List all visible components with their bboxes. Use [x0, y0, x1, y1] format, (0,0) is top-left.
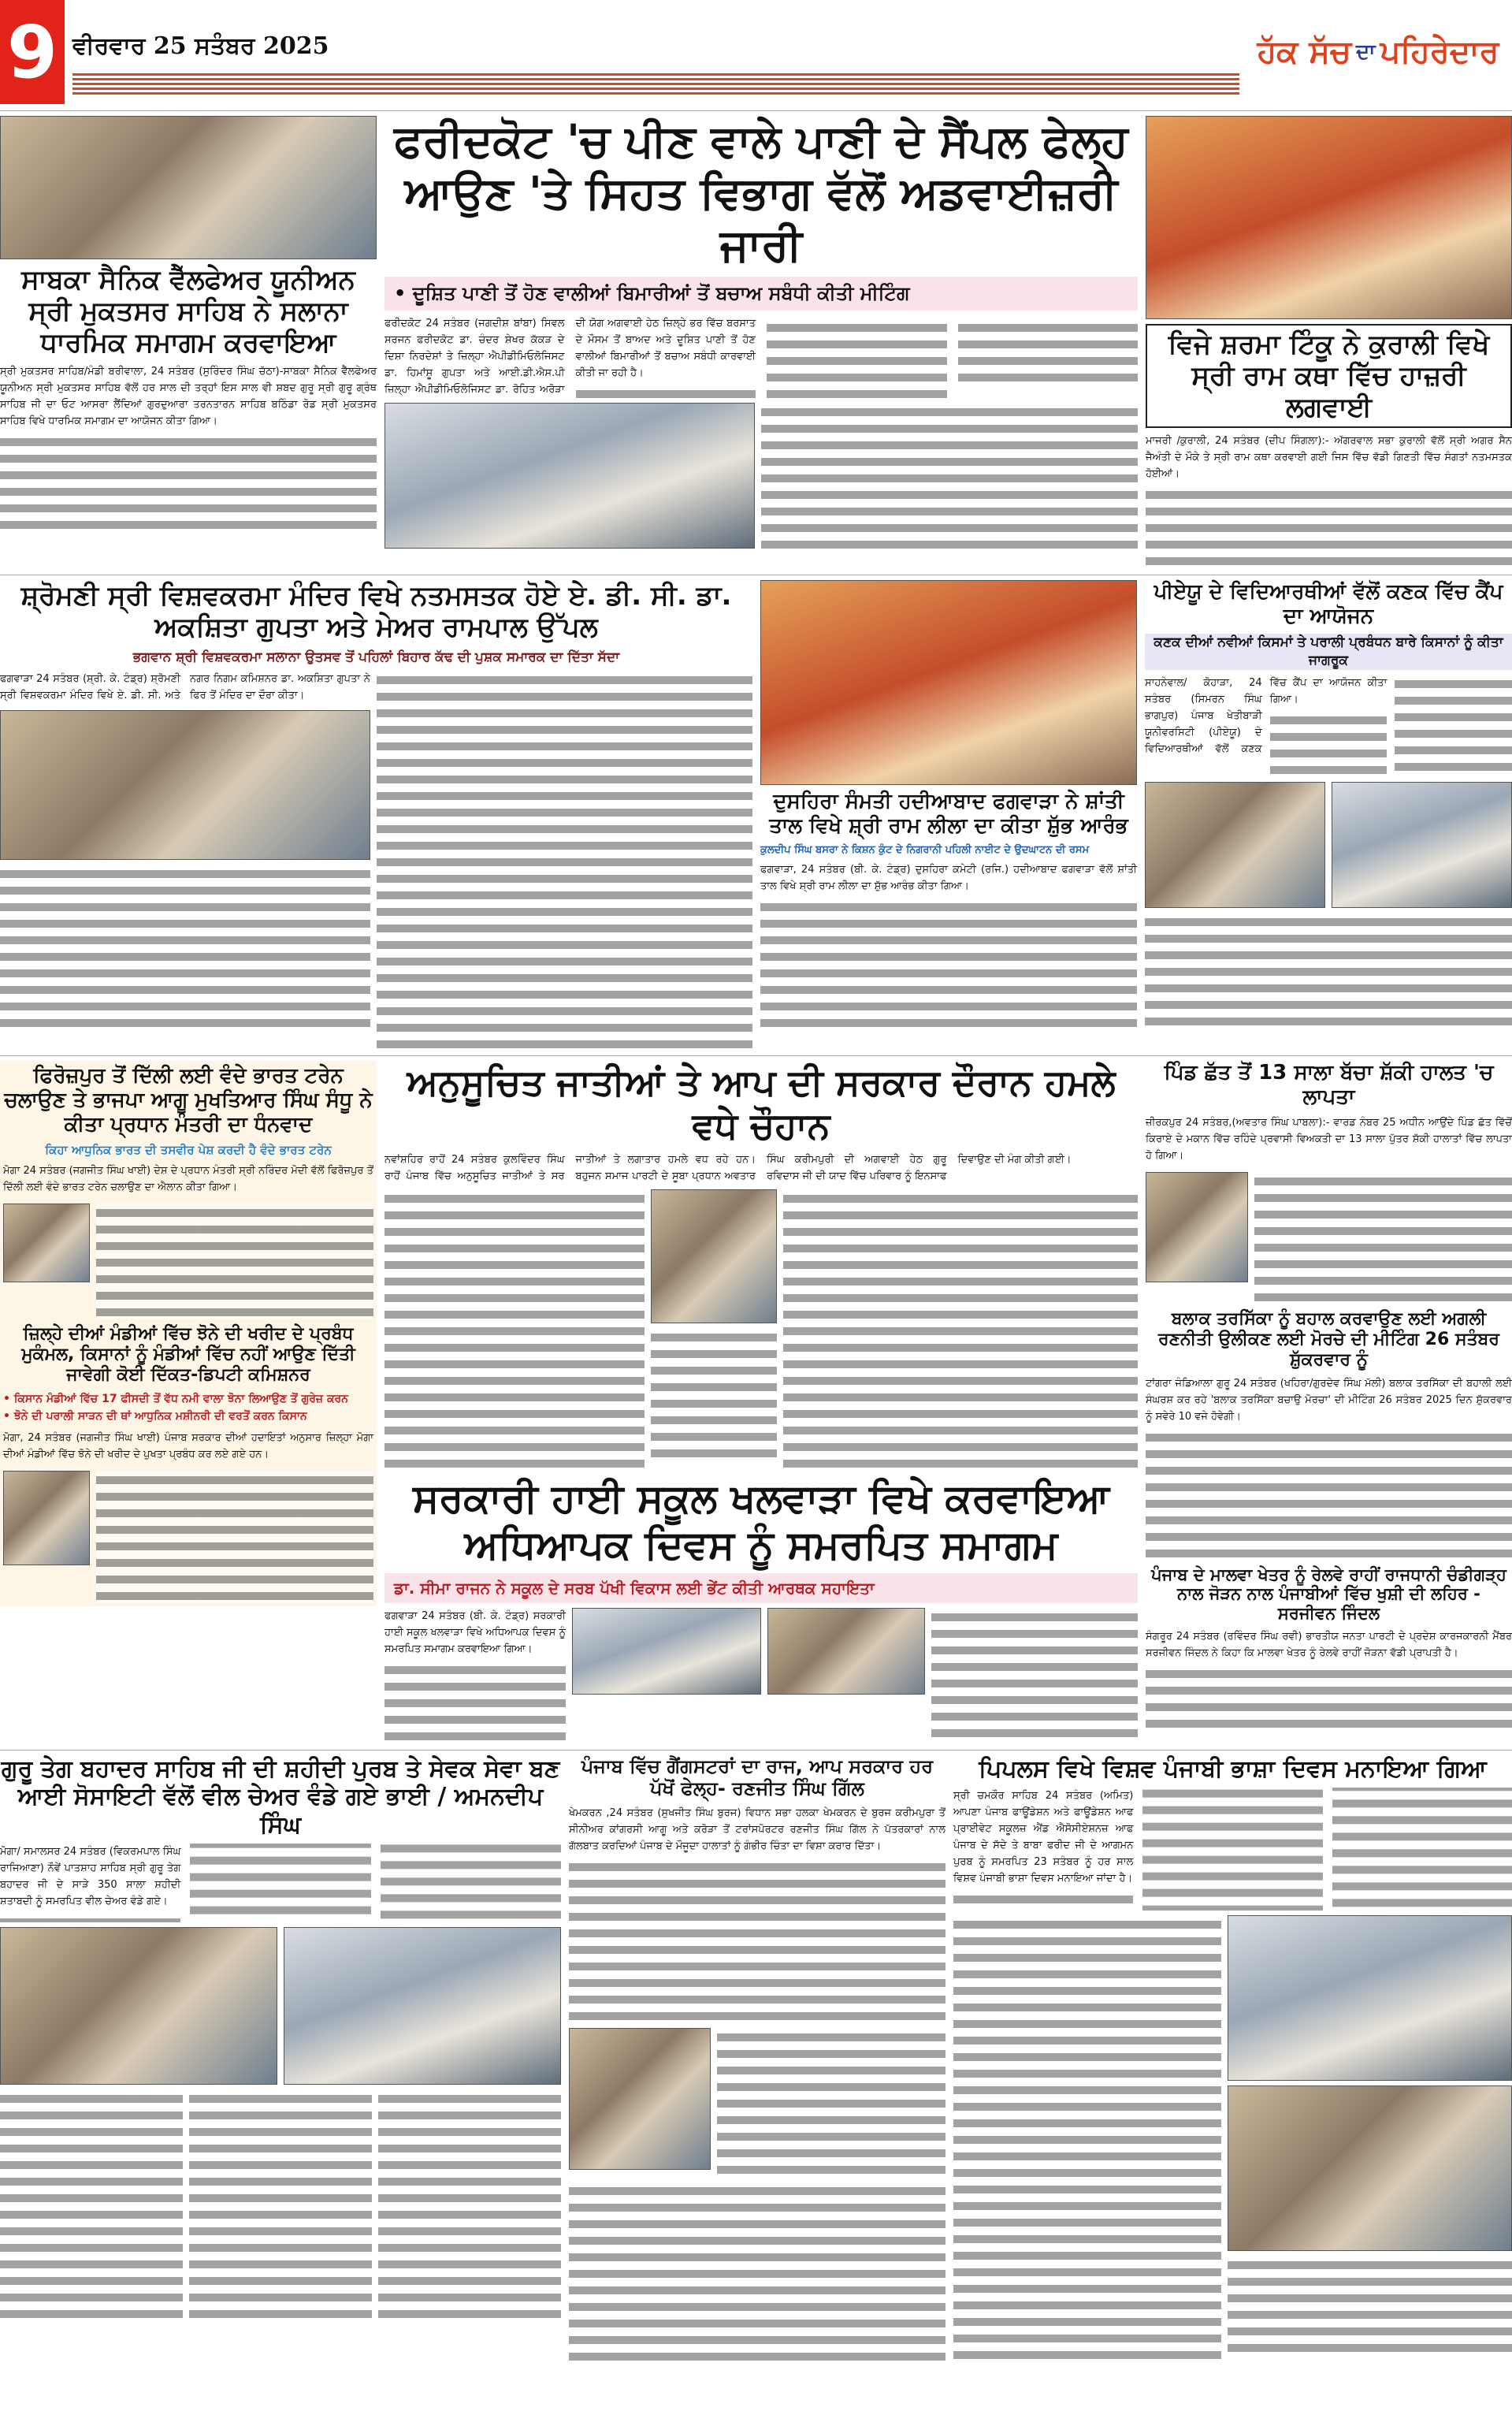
masthead: [0, 0, 1512, 104]
row-second: [0, 575, 1512, 1049]
article-text: ਸੰਗਰੂਰ 24 ਸਤੰਬਰ (ਰਵਿੰਦਰ ਸਿੰਘ ਰਵੀ) ਭਾਰਤੀਯ ਜਨਤਾ ਪਾਰਟੀ ਦੇ ਪ੍ਰਦੇਸ਼ ਕਾਰਜਕਾਰਨੀ ਮੈਂਬਰ ਸਰਜੀਵਨ ਜਿੰਦਲ ਨੇ ਕਿਹਾ ਕਿ ਮਾਲਵਾ ਖੇਤਰ ਨੂੰ ਰੇਲਵੇ ਰਾਹੀਂ ਜੋੜਨਾ ਵੱਡੀ ਪ੍ਰਾਪਤੀ ਹੈ।: [1146, 1630, 1512, 1659]
article-khalwara: [385, 1608, 566, 1743]
photo-ram-leela: [760, 580, 1137, 785]
article-dussehra: [760, 861, 1137, 1030]
text-lines: [953, 1915, 1221, 2362]
article-sainik: [0, 363, 377, 532]
article-text: ਮੋਗਾ/ ਸਮਾਲਸਰ 24 ਸਤੰਬਰ (ਵਿਕਰਮਪਾਲ ਸਿੰਘ ਰਾਜਿਆਣਾ) ਨੌਵੇਂ ਪਾਤਸ਼ਾਹ ਸਾਹਿਬ ਸ੍ਰੀ ਗੁਰੂ ਤੇਗ ਬਹਾਦਰ ਜੀ ਦੇ ਸਾੜੇ 350 ਸਾਲਾ ਸ਼ਹੀਦੀ ਸ਼ਤਾਬਦੀ ਨੂੰ ਸਮਰਪਿਤ ਵੀਲ ਚੇਅਰ ਵੰਡੇ ਗਏ।: [0, 1846, 181, 1908]
column-right: [1146, 116, 1512, 568]
text-lines: [1146, 486, 1512, 568]
sidebar-panel: [0, 1061, 377, 1605]
text-lines: [385, 1189, 645, 1471]
article-chhat: [1146, 1114, 1512, 1167]
vishwakarma-body: [0, 671, 752, 1049]
text-lines: [761, 403, 1138, 549]
text-lines: [1146, 1665, 1512, 1731]
photo-punjabi-day-1: [1228, 1915, 1512, 2081]
headline-chauhan: ਅਨੁਸੂਚਿਤ ਜਾਤੀਆਂ ਤੇ ਆਪ ਦੀ ਸਰਕਾਰ ਦੌਰਾਨ ਹਮਲੇ ਵਧੇ ਚੌਹਾਨ: [407, 1061, 1116, 1147]
article-text: ਫਰੀਦਕੋਟ 24 ਸਤੰਬਰ (ਜਗਦੀਸ਼ ਬਾਂਬਾ) ਸਿਵਲ ਸਰਜਨ ਫਰੀਦਕੋਟ ਡਾ. ਚੰਦਰ ਸ਼ੇਖਰ ਕੱਕੜ ਦੇ ਦਿਸ਼ਾ ਨਿਰਦੇਸ਼ਾਂ ਤੇ ਜ਼ਿਲ੍ਹਾ ਐਪੀਡੀਮਿਓਲੋਜਿਸਟ ਡਾ. ਹਿਮਾਂਸ਼ੂ ਗੁਪਤਾ ਅਤੇ ਆਈ.ਡੀ.ਐਸ.ਪੀ ਜ਼ਿਲ੍ਹਾ ਐਪੀਡੀਮਿਓਲੋਜਿਸਟ ਡਾ. ਰੋਹਿਤ ਅਰੋੜਾ ਦੀ ਯੋਗ ਅਗਵਾਈ ਹੇਠ ਜ਼ਿਲ੍ਹੇ ਭਰ ਵਿੱਚ ਬਰਸਾਤ ਦੇ ਮੌਸਮ ਤੋਂ ਬਾਅਦ ਅਤੇ ਦੂਸ਼ਿਤ ਪਾਣੀ ਤੋਂ ਹੋਣ ਵਾਲੀਆਂ ਬਿਮਾਰੀਆਂ ਤੋਂ ਬਚਾਅ ਸਬੰਧੀ ਕਾਰਵਾਈ ਕੀਤੀ ਜਾ ਰਹੀ ਹੈ।: [385, 318, 756, 396]
article-tarsikka: [1146, 1375, 1512, 1561]
article-water: [385, 315, 1138, 398]
khalwara-body: [385, 1608, 1138, 1743]
photo-ram-katha: [1146, 116, 1512, 319]
row-top: [0, 110, 1512, 568]
text-lines: [96, 1471, 373, 1603]
article-text: ਖੇਮਕਰਨ ,24 ਸਤੰਬਰ (ਸੁਖਜੀਤ ਸਿੰਘ ਬੁਰਜ) ਵਿਧਾਨ ਸਭਾ ਹਲਕਾ ਖੇਮਕਰਨ ਦੇ ਬੁਰਜ ਕਰੀਮਪੁਰਾ ਤੋਂ ਸੀਨੀਅਰ ਕਾਂਗਰਸੀ ਆਗੂ ਅਤੇ ਕਰੋੜਾ ਤੋਂ ਟਰਾਂਸਪੋਰਟਰ ਰਣਜੀਤ ਸਿੰਘ ਗਿੱਲ ਨੇ ਪੱਤਰਕਾਰਾਂ ਨਾਲ ਗੱਲਬਾਤ ਕਰਦਿਆਂ ਪੰਜਾਬ ਦੇ ਮੌਜੂਦਾ ਹਾਲਾਤਾਂ ਨੂੰ ਗੰਭੀਰ ਚਿੰਤਾ ਦਾ ਵਿਸ਼ਾ ਕਰਾਰ ਦਿੱਤਾ।: [569, 1806, 945, 1852]
text-lines: [377, 671, 752, 1049]
headline-tarsikka: ਬਲਾਕ ਤਰਸਿੱਕਾ ਨੂੰ ਬਹਾਲ ਕਰਵਾਉਣ ਲਈ ਅਗਲੀ ਰਣਨੀਤੀ ਉਲੀਕਣ ਲਈ ਮੋਰਚੇ ਦੀ ਮੀਟਿੰਗ 26 ਸਤੰਬਰ ਸ਼ੁੱਕਰਵਾਰ ਨੂੰ: [1157, 1308, 1500, 1370]
article-text: ਸਾਹਨੇਵਾਲ/ ਕੋਹਾੜਾ, 24 ਸਤੰਬਰ (ਸਿਮਰਨ ਸਿੰਘ ਭਾਗਪੁਰ) ਪੰਜਾਬ ਖੇਤੀਬਾੜੀ ਯੂਨੀਵਰਸਿਟੀ (ਪੀਏਯੂ) ਦੇ ਵਿਦਿਆਰਥੀਆਂ ਵੱਲੋਂ ਕਣਕ ਵਿੱਚ ਕੈਂਪ ਦਾ ਆਯੋਜਨ ਕੀਤਾ ਗਿਆ।: [1145, 676, 1388, 755]
gill-photo-row: [569, 2028, 945, 2177]
dek-khalwara: ਡਾ. ਸੀਮਾ ਰਾਜਨ ਨੇ ਸਕੂਲ ਦੇ ਸਰਬ ਪੱਖੀ ਵਿਕਾਸ ਲਈ ਭੇਂਟ ਕੀਤੀ ਆਰਥਕ ਸਹਾਇਤਾ: [385, 1573, 1138, 1603]
text-lines: [1146, 1428, 1512, 1561]
text-lines: [717, 2028, 945, 2177]
row-bottom: [0, 1750, 1512, 2364]
article-text: ਨਵਾਂਸ਼ਹਿਰ ਰਾਹੋਂ 24 ਸਤੰਬਰ ਕੁਲਵਿੰਦਰ ਸਿੰਘ ਰਾਹੋਂ ਪੰਜਾਬ ਵਿੱਚ ਅਨੁਸੂਚਿਤ ਜਾਤੀਆਂ ਤੇ ਸਰ ਜਾਤੀਆਂ ਤੇ ਲਗਾਤਾਰ ਹਮਲੇ ਵਧ ਰਹੇ ਹਨ। ਬਹੁਜਨ ਸਮਾਜ ਪਾਰਟੀ ਦੇ ਸੂਬਾ ਪ੍ਰਧਾਨ ਅਵਤਾਰ ਸਿੰਘ ਕਰੀਮਪੁਰੀ ਦੀ ਅਗਵਾਈ ਹੇਠ ਗੁਰੂ ਰਵਿਦਾਸ ਜੀ ਦੀ ਯਾਦ ਵਿੱਚ ਪਰਿਵਾਰ ਨੂੰ ਇਨਸਾਫ ਦਿਵਾਉਣ ਦੀ ਮੰਗ ਕੀਤੀ ਗਈ।: [385, 1154, 1072, 1183]
photo-teachers-day: [572, 1608, 761, 1695]
article-text: ਫਗਵਾੜਾ, 24 ਸਤੰਬਰ (ਬੀ. ਕੇ. ਟੰਡ੍ਰ) ਦੁਸਹਿਰਾ ਕਮੇਟੀ (ਰਜਿ.) ਹਦੀਆਬਾਦ ਫਗਵਾੜਾ ਵੱਲੋਂ ਸ਼ਾਂਤੀ ਤਾਲ ਵਿਖੇ ਸ਼੍ਰੀ ਰਾਮ ਲੀਲਾ ਦਾ ਸ਼ੁੱਭ ਆਰੰਭ ਕੀਤਾ ਗਿਆ।: [760, 864, 1137, 893]
headline-pipals: ਪਿਪਲਸ ਵਿਖੇ ਵਿਸ਼ਵ ਪੰਜਾਬੀ ਭਾਸ਼ਾ ਦਿਵਸ ਮਨਾਇਆ ਗਿਆ: [979, 1755, 1487, 1784]
article-mandi: [3, 1430, 373, 1466]
header-rule: [72, 71, 1239, 96]
text-lines: [189, 2089, 372, 2321]
row-third: [0, 1055, 1512, 1743]
photo-wheelchair-distribution-2: [284, 1927, 561, 2085]
page-number: 9: [0, 0, 65, 104]
article-text: ਮਾਜਰੀ /ਕੁਰਾਲੀ, 24 ਸਤੰਬਰ (ਦੀਪ ਸਿੰਗਲਾ):- ਅੱਗਰਵਾਲ ਸਭਾ ਕੁਰਾਲੀ ਵੱਲੋਂ ਸ੍ਰੀ ਅਗਰ ਸੈਨ ਜੈਅੰਤੀ ਦੇ ਮੌਕੇ ਤੇ ਸ੍ਰੀ ਰਾਮ ਕਥਾ ਕਰਵਾਈ ਗਈ ਜਿਸ ਵਿੱਚ ਵੱਡੀ ਗਿਣਤੀ ਵਿੱਚ ਸੰਗਤਾਂ ਨਤਮਸਤਕ ਹੋਈਆਂ।: [1146, 435, 1512, 481]
photo-chauhan: [651, 1189, 777, 1323]
dek-water: • ਦੂਸ਼ਿਤ ਪਾਣੀ ਤੋਂ ਹੋਣ ਵਾਲੀਆਂ ਬਿਮਾਰੀਆਂ ਤੋਂ ਬਚਾਅ ਸਬੰਧੀ ਕੀਤੀ ਮੀਟਿੰਗ: [385, 277, 1138, 311]
headline-wheelchair: ਗੁਰੂ ਤੇਗ ਬਹਾਦਰ ਸਾਹਿਬ ਜੀ ਦੀ ਸ਼ਹੀਦੀ ਪੁਰਬ ਤੇ ਸੇਵਕ ਸੇਵਾ ਬਣ ਆਈ ਸੋਸਾਇਟੀ ਵੱਲੋਂ ਵੀਲ ਚੇਅਰ ਵੰਡੇ ਗਏ ਭਾਈ / ਅਮਨਦੀਪ ਸਿੰਘ: [1, 1755, 560, 1839]
text-lines: [385, 1661, 566, 1743]
text-lines: [1145, 913, 1512, 1029]
headline-dussehra: ਦੁਸਹਿਰਾ ਸੰਮਤੀ ਹਦੀਆਬਾਦ ਫਗਵਾੜਾ ਨੇ ਸ਼ਾਂਤੀ ਤਾਲ ਵਿਖੇ ਸ਼੍ਰੀ ਰਾਮ ਲੀਲਾ ਦਾ ਕੀਤਾ ਸ਼ੁੱਭ ਆਰੰਭ: [769, 790, 1128, 838]
chhat-photo-row: [1146, 1172, 1512, 1304]
text-lines: [569, 1858, 945, 2023]
pipals-cont: [953, 1915, 1512, 2362]
bullet-point: • ਝੋਨੇ ਦੀ ਪਰਾਲੀ ਸਾੜਨ ਦੀ ਥਾਂ ਆਧੁਨਿਕ ਮਸ਼ੀਨਰੀ ਦੀ ਵਰਤੋਂ ਕਰਨ ਕਿਸਾਨ: [3, 1409, 307, 1423]
text-lines: [651, 1328, 777, 1460]
article-chauhan: [385, 1152, 1138, 1185]
column-center-2: [385, 1061, 1138, 1743]
logo-flag-text: ਦਾ: [1355, 39, 1376, 64]
text-lines: [0, 2089, 183, 2321]
logo-text-2: ਪਹਿਰੇਦਾਰ: [1380, 34, 1499, 70]
column-left: [0, 116, 377, 532]
article-text: ਸ੍ਰੀ ਚਮਕੌਰ ਸਾਹਿਬ 24 ਸਤੰਬਰ (ਅਮਿਤ) ਆਪਣਾ ਪੰਜਾਬ ਫਾਊਂਡੇਸ਼ਨ ਅਤੇ ਫਾਊਂਡੇਸ਼ਨ ਆਫ ਪ੍ਰਾਈਵੇਟ ਸਕੂਲਜ਼ ਐਂਡ ਐਸੋਸੀਏਸ਼ਨਜ਼ ਆਫ ਪੰਜਾਬ ਦੇ ਸੱਦੇ ਤੇ ਬਾਬਾ ਫਰੀਦ ਜੀ ਦੇ ਆਗਮਨ ਪੁਰਬ ਨੂੰ ਸਮਰਪਿਤ 23 ਸਤੰਬਰ ਨੂੰ ਹਰ ਸਾਲ ਵਿਸ਼ਵ ਪੰਜਾਬੀ ਭਾਸ਼ਾ ਦਿਵਸ ਮਨਾਇਆ ਜਾਂਦਾ ਹੈ।: [953, 1790, 1134, 1885]
text-lines: [1228, 2256, 1512, 2355]
wheelchair-photos: [0, 1927, 561, 2085]
pipals-photo-col: [1228, 1915, 1512, 2355]
issue-date: ਵੀਰਵਾਰ 25 ਸਤੰਬਰ 2025: [72, 32, 329, 60]
headline-khalwara: ਸਰਕਾਰੀ ਹਾਈ ਸਕੂਲ ਖਲਵਾੜਾ ਵਿਖੇ ਕਰਵਾਇਆ ਅਧਿਆਪਕ ਦਿਵਸ ਨੂੰ ਸਮਰਪਿਤ ਸਮਾਗਮ: [412, 1475, 1110, 1568]
article-text: ਜ਼ੀਰਕਪੁਰ 24 ਸਤੰਬਰ,(ਅਵਤਾਰ ਸਿੰਘ ਪਾਬਲਾ):- ਵਾਰਡ ਨੰਬਰ 25 ਅਧੀਨ ਆਉਂਦੇ ਪਿੰਡ ਛੱਤ ਵਿੱਚੋਂ ਕਿਰਾਏ ਦੇ ਮਕਾਨ ਵਿੱਚ ਰਹਿੰਦੇ ਪ੍ਰਵਾਸੀ ਵਿਅਕਤੀ ਦਾ 13 ਸਾਲਾ ਪੁੱਤਰ ਸ਼ੱਕੀ ਹਾਲਾਤਾਂ ਵਿੱਚ ਲਾਪਤਾ ਹੋ ਗਿਆ।: [1146, 1116, 1512, 1162]
photo-mukhtiar-sandhu: [3, 1204, 90, 1282]
photo-missing-boy: [1146, 1172, 1248, 1282]
article-pipals: [953, 1788, 1512, 1910]
subhead-vishwakarma: ਭਗਵਾਨ ਸ਼੍ਰੀ ਵਿਸ਼ਵਕਰਮਾ ਸਲਾਨਾ ਉਤਸਵ ਤੋਂ ਪਹਿਲਾਂ ਬਿਹਾਰ ਕੱਢ ਦੀ ਪੁਸ਼ਕ ਸਮਾਰਕ ਦਾ ਦਿੱਤਾ ਸੱਦਾ: [132, 649, 620, 665]
headline-pau: ਪੀਏਯੂ ਦੇ ਵਿਦਿਆਰਥੀਆਂ ਵੱਲੋਂ ਕਣਕ ਵਿੱਚ ਕੈਂਪ ਦਾ ਆਯੋਜਨ: [1154, 580, 1503, 628]
headline-tinku: ਵਿਜੇ ਸ਼ਰਮਾ ਟਿੰਕੂ ਨੇ ਕੁਰਾਲੀ ਵਿਖੇ ਸ੍ਰੀ ਰਾਮ ਕਥਾ ਵਿੱਚ ਹਾਜ਼ਰੀ ਲਗਵਾਈ: [1146, 324, 1512, 428]
photo-temple-visit: [0, 710, 370, 860]
article-text: ਫਗਵਾੜਾ 24 ਸਤੰਬਰ (ਬੀ. ਕੇ. ਟੰਡ੍ਰ) ਸਰਕਾਰੀ ਹਾਈ ਸਕੂਲ ਖਲਵਾੜਾ ਵਿਖੇ ਅਧਿਆਪਕ ਦਿਵਸ ਨੂੰ ਸਮਰਪਿਤ ਸਮਾਗਮ ਕਰਵਾਇਆ ਗਿਆ।: [385, 1610, 566, 1656]
column-pau: [1145, 580, 1512, 1028]
photo-deputy-commissioner: [3, 1471, 90, 1565]
photo-pau-camp-2: [1332, 782, 1512, 908]
headline-gill: ਪੰਜਾਬ ਵਿੱਚ ਗੈਂਗਸਟਰਾਂ ਦਾ ਰਾਜ, ਆਪ ਸਰਕਾਰ ਹਰ ਪੱਖੋਂ ਫੇਲ੍ਹ- ਰਣਜੀਤ ਸਿੰਘ ਗਿੱਲ: [581, 1755, 934, 1800]
photo-health-officials: [385, 403, 755, 549]
subhead-vande-bharat: ਕਿਹਾ ਆਧੁਨਿਕ ਭਾਰਤ ਦੀ ਤਸਵੀਰ ਪੇਸ਼ ਕਰਦੀ ਹੈ ਵੰਦੇ ਭਾਰਤ ਟਰੇਨ: [45, 1142, 332, 1157]
column-center: [385, 116, 1138, 549]
article-text: ਸ੍ਰੀ ਮੁਕਤਸਰ ਸਾਹਿਬ/ਮੰਡੀ ਬਰੀਵਾਲਾ, 24 ਸਤੰਬਰ (ਸੁਰਿੰਦਰ ਸਿੰਘ ਚੱਠਾ)-ਸਾਬਕਾ ਸੈਨਿਕ ਵੈੱਲਫੇਅਰ ਯੂਨੀਅਨ ਸ੍ਰੀ ਮੁਕਤਸਰ ਸਾਹਿਬ ਵੱਲੋਂ ਹਰ ਸਾਲ ਦੀ ਤਰ੍ਹਾਂ ਇਸ ਸਾਲ ਵੀ ਸ਼ਬਦ ਗੁਰੂ ਸ੍ਰੀ ਗੁਰੂ ਗ੍ਰੰਥ ਸਾਹਿਬ ਜੀ ਦਾ ਓਟ ਆਸਰਾ ਲੈਂਦਿਆਂ ਗੁਰਦੁਆਰਾ ਤਰਨਤਾਰਨ ਸਾਹਿਬ ਬਠਿੰਡਾ ਰੋਡ ਸ੍ਰੀ ਮੁਕਤਸਰ ਸਾਹਿਬ ਵਿਖੇ ਧਾਰਮਿਕ ਸਮਾਗਮ ਦਾ ਆਯੋਜਨ ਕੀਤਾ ਗਿਆ।: [0, 366, 377, 428]
text-lines: [0, 433, 377, 532]
text-lines: [760, 898, 1137, 1030]
headline-vande-bharat: ਫਿਰੋਜ਼ਪੁਰ ਤੋਂ ਦਿੱਲੀ ਲਈ ਵੰਦੇ ਭਾਰਤ ਟਰੇਨ ਚਲਾਉਣ ਤੇ ਭਾਜਪਾ ਆਗੂ ਮੁਖਤਿਆਰ ਸਿੰਘ ਸੰਧੂ ਨੇ ਕੀਤਾ ਪ੍ਰਧਾਨ ਮੰਤਰੀ ਦਾ ਧੰਨਵਾਦ: [4, 1064, 373, 1137]
text-lines: [569, 2182, 945, 2364]
text-lines: [96, 1204, 373, 1319]
headline-malwa: ਪੰਜਾਬ ਦੇ ਮਾਲਵਾ ਖੇਤਰ ਨੂੰ ਰੇਲਵੇ ਰਾਹੀਂ ਰਾਜਧਾਨੀ ਚੰਡੀਗੜ੍ਹ ਨਾਲ ਜੋੜਨ ਨਾਲ ਪੰਜਾਬੀਆਂ ਵਿੱਚ ਖੁਸ਼ੀ ਦੀ ਲਹਿਰ - ਸਰਜੀਵਨ ਜਿੰਦਲ: [1151, 1565, 1506, 1624]
text-lines: [1254, 1172, 1512, 1304]
photo-pau-camp-1: [1145, 782, 1325, 908]
article-pau: [1145, 675, 1512, 777]
column-gill: [569, 1755, 945, 2364]
text-lines: [0, 865, 370, 1030]
text-lines: [931, 1608, 1138, 1740]
photo-punjabi-day-2: [1228, 2085, 1512, 2251]
chauhan-body: [385, 1189, 1138, 1471]
chauhan-photo-col: [651, 1189, 777, 1460]
headline-water-samples: ਫਰੀਦਕੋਟ 'ਚ ਪੀਣ ਵਾਲੇ ਪਾਣੀ ਦੇ ਸੈਂਪਲ ਫੇਲ੍ਹ ਆਉਣ 'ਤੇ ਸਿਹਤ ਵਿਭਾਗ ਵੱਲੋਂ ਅਡਵਾਈਜ਼ਰੀ ਜਾਰੀ: [394, 116, 1128, 272]
article-text: ਮੋਗਾ, 24 ਸਤੰਬਰ (ਜਗਜੀਤ ਸਿੰਘ ਖਾਈ) ਪੰਜਾਬ ਸਰਕਾਰ ਦੀਆਂ ਹਦਾਇਤਾਂ ਅਨੁਸਾਰ ਜ਼ਿਲ੍ਹਾ ਮੋਗਾ ਦੀਆਂ ਮੰਡੀਆਂ ਵਿੱਚ ਝੋਨੇ ਦੀ ਖਰੀਦ ਦੇ ਪੁਖਤਾ ਪ੍ਰਬੰਧ ਕਰ ਲਏ ਗਏ ਹਨ।: [3, 1431, 373, 1460]
column-pipals: [953, 1755, 1512, 2362]
headline-mandi: ਜ਼ਿਲ੍ਹੇ ਦੀਆਂ ਮੰਡੀਆਂ ਵਿੱਚ ਝੋਨੇ ਦੀ ਖਰੀਦ ਦੇ ਪ੍ਰਬੰਧ ਮੁਕੰਮਲ, ਕਿਸਾਨਾਂ ਨੂੰ ਮੰਡੀਆਂ ਵਿੱਚ ਨਹੀਂ ਆਉਣ ਦਿੱਤੀ ਜਾਵੇਗੀ ਕੋਈ ਦਿੱਕਤ-ਡਿਪਟੀ ਕਮਿਸ਼ਨਰ: [21, 1323, 355, 1385]
photo-religious-gathering: [0, 116, 377, 259]
text-lines: [783, 1189, 1138, 1471]
water-photo-row: [385, 403, 1138, 549]
article-vishwakarma: [0, 671, 370, 705]
newspaper-logo: [1244, 0, 1512, 104]
subhead-pau: ਕਣਕ ਦੀਆਂ ਨਵੀਆਂ ਕਿਸਮਾਂ ਤੇ ਪਰਾਲੀ ਪ੍ਰਬੰਧਨ ਬਾਰੇ ਕਿਸਾਨਾਂ ਨੂੰ ਕੀਤਾ ਜਾਗਰੂਕ: [1145, 634, 1512, 670]
photo-ranjit-gill: [569, 2028, 711, 2170]
headline-sainik: ਸਾਬਕਾ ਸੈਨਿਕ ਵੈੱਲਫੇਅਰ ਯੂਨੀਅਨ ਸ੍ਰੀ ਮੁਕਤਸਰ ਸਾਹਿਬ ਨੇ ਸਲਾਨਾ ਧਾਰਮਿਕ ਸਮਾਗਮ ਕਰਵਾਇਆ: [21, 264, 355, 359]
bullet-point: • ਕਿਸਾਨ ਮੰਡੀਆਂ ਵਿੱਚ 17 ਫੀਸਦੀ ਤੋਂ ਵੱਧ ਨਮੀ ਵਾਲਾ ਝੋਨਾ ਲਿਆਉਣ ਤੋਂ ਗੁਰੇਜ਼ ਕਰਨ: [3, 1392, 348, 1405]
mandi-photo-row: [3, 1471, 373, 1603]
article-text: ਫਗਵਾੜਾ 24 ਸਤੰਬਰ (ਸ਼੍ਰੀ. ਕੇ. ਟੰਡ੍ਰ) ਸ਼੍ਰੋਮਣੀ ਸ੍ਰੀ ਵਿਸ਼ਵਕਰਮਾ ਮੰਦਿਰ ਵਿਖੇ ਏ. ਡੀ. ਸੀ. ਅਤੇ ਨਗਰ ਨਿਗਮ ਕਮਿਸ਼ਨਰ ਡਾ. ਅਕਸ਼ਿਤਾ ਗੁਪਤਾ ਨੇ ਫਿਰ ਤੋਂ ਮੰਦਿਰ ਦਾ ਦੌਰਾ ਕੀਤਾ।: [0, 673, 370, 702]
article-gill: [569, 1805, 945, 2023]
article-tinku: [1146, 433, 1512, 568]
article-malwa: [1146, 1628, 1512, 1731]
headline-vishwakarma: ਸ਼੍ਰੋਮਣੀ ਸ੍ਰੀ ਵਿਸ਼ਵਕਰਮਾ ਮੰਦਿਰ ਵਿਖੇ ਨਤਮਸਤਕ ਹੋਏ ਏ. ਡੀ. ਸੀ. ਡਾ. ਅਕਸ਼ਿਤਾ ਗੁਪਤਾ ਅਤੇ ਮੇਅਰ ਰਾਮਪਾਲ ਉੱਪਲ: [20, 580, 732, 644]
article-wheelchair: [0, 1844, 561, 1922]
text-lines: [378, 2089, 561, 2321]
vande-bharat-photo-row: [3, 1204, 373, 1319]
column-dussehra: [760, 580, 1137, 1030]
logo-text-1: ਹੱਕ ਸੱਚ: [1257, 34, 1351, 70]
article-vande-bharat: [3, 1163, 373, 1199]
column-right-2: [1146, 1061, 1512, 1731]
column-wheelchair: [0, 1755, 561, 2321]
mandi-bullets: [3, 1390, 373, 1425]
subhead-dussehra: ਕੁਲਦੀਪ ਸਿੰਘ ਬਸਰਾ ਨੇ ਕਿਸ਼ਨ ਕੁੰਟ ਦੇ ਨਿਗਰਾਨੀ ਪਹਿਲੀ ਨਾਈਟ ਦੇ ਉਦਘਾਟਨ ਦੀ ਰਸਮ: [760, 843, 1090, 856]
vishwakarma-left: [0, 671, 370, 1030]
article-text: ਟਾਂਗਰਾ ਜੰਡਿਆਲਾ ਗੁਰੂ 24 ਸਤੰਬਰ (ਖਹਿਰਾ/ਗੁਰਦੇਵ ਸਿੰਘ ਮੱਲੀ) ਬਲਾਕ ਤਰਸਿੱਕਾ ਦੀ ਬਹਾਲੀ ਲਈ ਸੰਘਰਸ਼ ਕਰ ਰਹੇ 'ਬਲਾਕ ਤਰਸਿੱਕਾ ਬਚਾਉ ਮੋਰਚਾ' ਦੀ ਮੀਟਿੰਗ 26 ਸਤੰਬਰ 2025 ਦਿਨ ਸ਼ੁੱਕਰਵਾਰ ਨੂੰ ਸਵੇਰੇ 10 ਵਜੇ ਹੋਵੇਗੀ।: [1146, 1377, 1512, 1423]
pau-photos: [1145, 782, 1512, 908]
wheelchair-cont: [0, 2089, 561, 2321]
photo-school-event: [767, 1608, 925, 1695]
article-text: ਮੋਗਾ 24 ਸਤੰਬਰ (ਜਗਜੀਤ ਸਿੰਘ ਖਾਈ) ਦੇਸ਼ ਦੇ ਪ੍ਰਧਾਨ ਮੰਤਰੀ ਸ੍ਰੀ ਨਰਿੰਦਰ ਮੋਦੀ ਵੱਲੋਂ ਫਿਰੋਜ਼ਪੁਰ ਤੋਂ ਦਿੱਲੀ ਲਈ ਵੰਦੇ ਭਾਰਤ ਟਰੇਨ ਚਲਾਉਣ ਦਾ ਐਲਾਨ ਕੀਤਾ ਗਿਆ।: [3, 1164, 373, 1193]
photo-wheelchair-distribution-1: [0, 1927, 277, 2085]
headline-chhat: ਪਿੰਡ ਛੱਤ ਤੋਂ 13 ਸਾਲਾ ਬੱਚਾ ਸ਼ੱਕੀ ਹਾਲਤ 'ਚ ਲਾਪਤਾ: [1164, 1061, 1494, 1110]
column-vishwakarma: [0, 580, 752, 1049]
